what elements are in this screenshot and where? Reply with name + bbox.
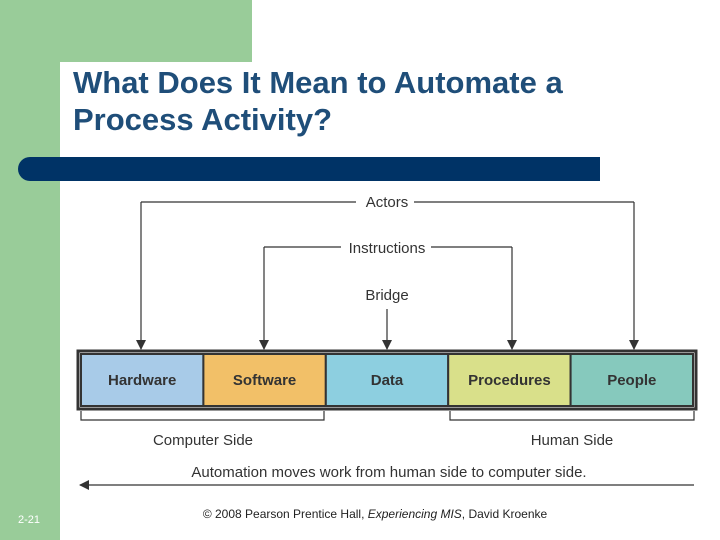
footer-prefix: © 2008 Pearson Prentice Hall,	[202, 507, 368, 521]
component-label-procedures: Procedures	[468, 372, 551, 389]
slide-number: 2-21	[18, 514, 41, 526]
components-row	[81, 354, 693, 406]
footer-suffix: , David Kroenke	[461, 507, 548, 521]
component-label-hardware: Hardware	[108, 372, 177, 389]
title-underline-bar	[18, 157, 600, 181]
component-label-people: People	[607, 372, 657, 389]
computer-side-bracket	[81, 411, 324, 420]
instructions-label: Instructions	[348, 240, 426, 257]
copyright-footer	[150, 507, 600, 521]
bridge-label: Bridge	[365, 287, 409, 304]
component-label-software: Software	[232, 372, 297, 389]
title-line-1: What Does It Mean to Automate a	[73, 65, 563, 100]
component-label-data: Data	[370, 372, 404, 389]
automation-diagram	[60, 185, 710, 495]
actors-label: Actors	[365, 194, 409, 211]
title-line-2: Process Activity?	[73, 102, 333, 137]
slide-title	[73, 64, 693, 138]
computer-side-label: Computer Side	[152, 432, 254, 449]
automation-note: Automation moves work from human side to computer side.	[191, 464, 587, 481]
human-side-label: Human Side	[530, 432, 614, 449]
human-side-bracket	[450, 411, 694, 420]
green-accent-left	[0, 0, 60, 540]
footer-book-title: Experiencing MIS	[367, 507, 462, 521]
